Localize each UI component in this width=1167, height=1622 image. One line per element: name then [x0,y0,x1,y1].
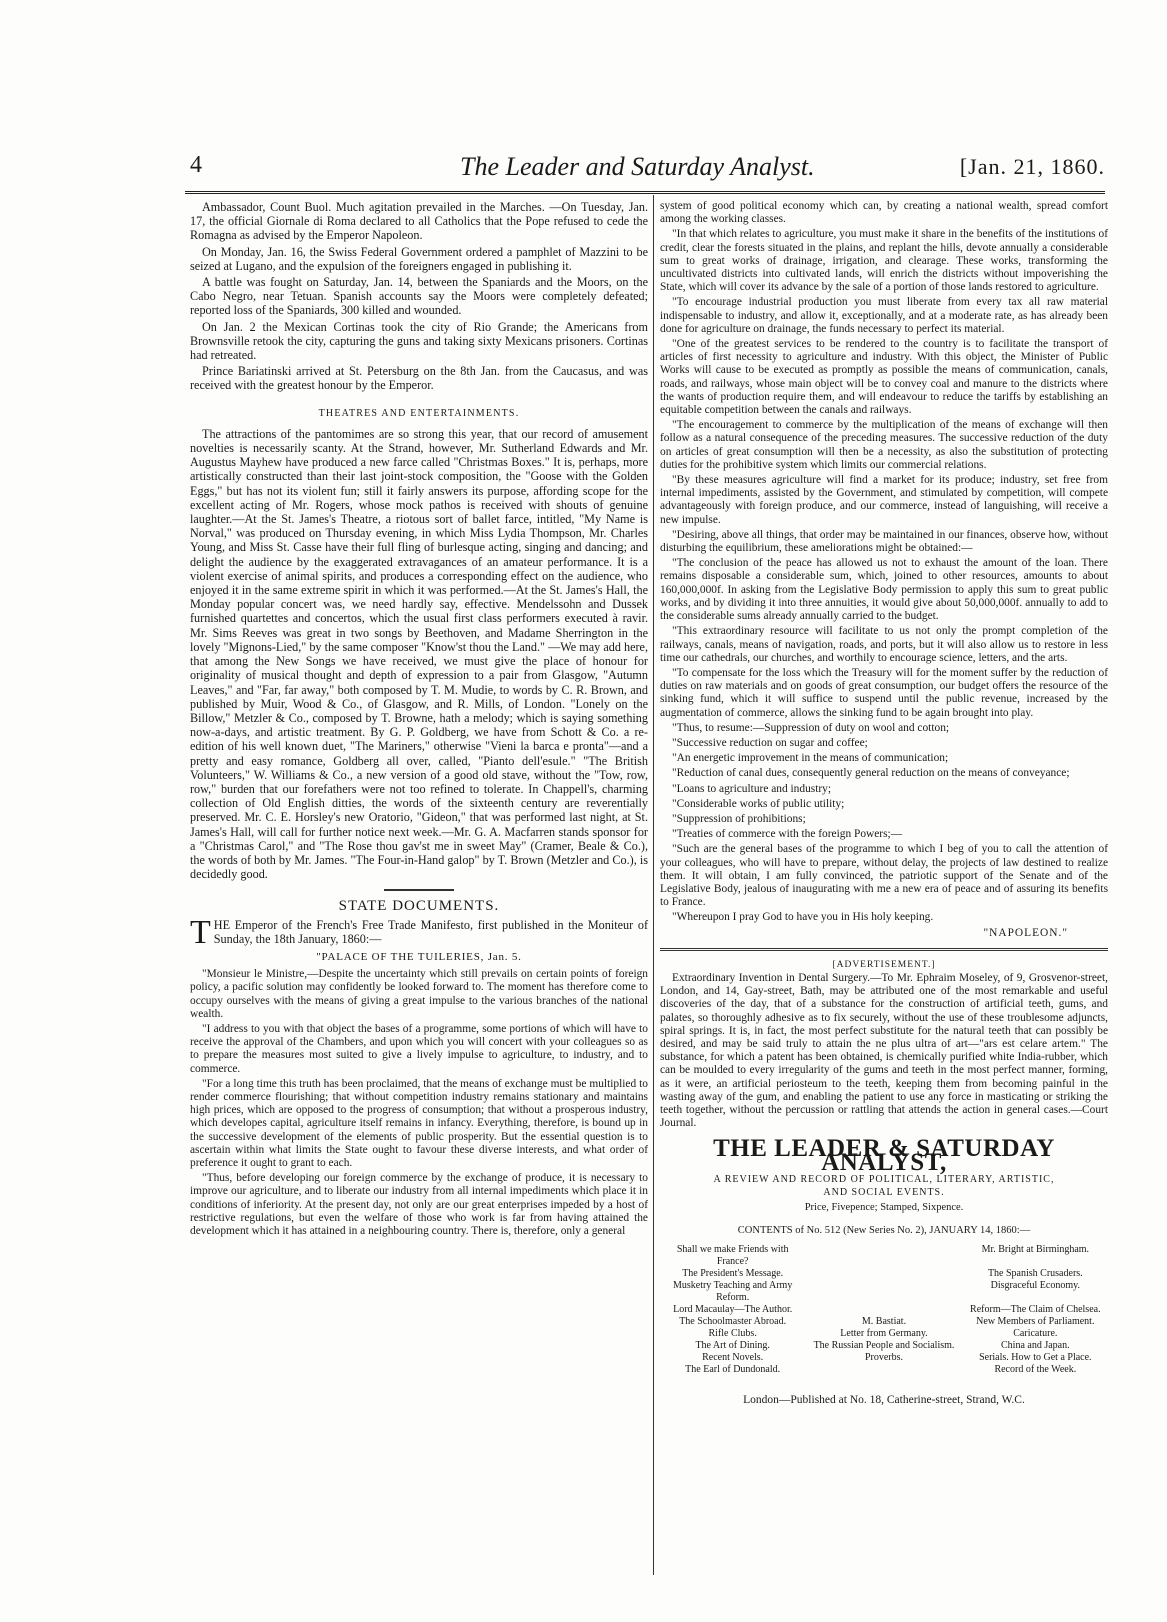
theatres-article: The attractions of the pantomimes are so strong this year, that our record of amusement novelties is necessarily scanty. At the Strand, however, Mr. Sutherland Edwards and Mr. Augustus Mayhew have produced a new farce called "Christmas Boxes." It is, perhaps, more artistically constructed than their last joint-stock composition, the "Goose with the Golden Eggs," but has not its violent fun; still it fairly answers its purpose, affording scope for the excellent acting of Mr. Rogers, whose mock pathos is received with shouts of genuine laughter.—At the St. James's Theatre, a riotous sort of ballet farce, intitled, "My Name is Norval," was produced on Thursday evening, in which Miss Lydia Thompson, Mr. Charles Young, and Miss St. Casse have their full fling of burlesque acting, singing and dancing; and delight the audience by the exaggerated extravagances of an amateur performance. It is a violent exercise of animal spirits, and produces a corresponding effect on the audience, who enjoyed it in the same extreme spirit in which it was performed.—At the St. James's Hall, the Monday popular concert was, we need hardly say, effective. Mendelssohn and Dussek furnished quartettes and concertos, which the usual first class performers executed à ravir. Mr. Sims Reeves was great in two songs by Beethoven, and Madame Sherrington in the lovely "Mignons-Lied," by the same composer "Know'st thou the Land." —We may add here, that among the New Songs we have received, we must give the place of honour for originality of musical thought and depth of expression to a pair from Glasgow, "Autumn Leaves," and "Far, far away," both composed by T. M. Mudie, to words by C. R. Brown, and published by Muir, Wood & Co., of Glasgow, and R. Mills, of London. "Lonely on the Billow," Metzler & Co., composed by T. Browne, hath a melody; which is saying something now-a-days, and artistic treatment. By G. P. Goldberg, we have from Schott & Co. a re-edition of his well known duet, "The Mariners," otherwise "Vieni la barca e pronta"—and a pretty and easy romance, Goldberg all over, called, "Pianto dell'esule." "The British Volunteers," W. Williams & Co., a new version of a good old stave, without the "Tow, row, row," burden that our forefathers were not too refined to tolerate. In Chappell's, charming collection of Old English ditties, the words of the sixteenth century are reverentially preserved. Mr. C. E. Horsley's new Oratorio, "Gideon," that was performed last night, at St. James's Hall, will call for further notice next week.—Mr. G. A. Macfarren stands sponsor for a "Christmas Carol," and "The Rose thou gav'st me in sweet May" (Cramer, Beale & Co.), the words of both by Mr. James. "The Four-in-Hand galop" by T. Brown (Metzler and Co.), is decidedly good. [190,426,648,882]
letter-paragraph: "For a long time this truth has been proclaimed, that the means of exchange must be multiplied to render commerce flourishing; that without competition industry remains stationary and maintains high prices, which are opposed to the progress of consumption; that without a prosperous industry, which developes capital, agriculture itself remains in infancy. Everything, therefore, is bound up in the successive development of the elements of public prosperity. But the essential question is to ascertain within what limits the State ought to favour these diverse interests, and what order of preference it ought to grant to each. [190,1077,648,1169]
contents-entry [811,1268,956,1280]
summary-item: "Considerable works of public utility; [672,797,845,810]
contents-entry [811,1280,956,1304]
letter-paragraph: "To compensate for the loss which the Treasury will for the moment suffer by the reduction of duties on raw materials and on goods of great consumption, our budget offers the resource of the sinking fund, which it will suffice to suspend until the public revenue, increased by the augmentation of commerce, allows the sinking fund to be again brought into play. [660,666,1108,719]
contents-entry: Disgraceful Economy. [990,1279,1080,1291]
contents-entry: Reform—The Claim of Chelsea. [970,1303,1101,1315]
running-title: The Leader and Saturday Analyst. [460,152,815,181]
palace-heading: "PALACE OF THE TUILERIES, Jan. 5. [316,950,522,963]
letter-paragraph: "Such are the general bases of the programme to which I beg of you to call the attention of your colleagues, who will have to prepare, without delay, the projects of law destined to realize them. It will obtain, I am fully convinced, the patriotic support of the Senate and of the Legislative Body, jealous of inaugurating with me a new era of peace and of assuring its benefits to France. [660,843,1108,909]
news-paragraph: Ambassador, Count Buol. Much agitation prevailed in the Marches. —On Tuesday, Jan. 17, the official Giornale di Roma declared to all Catholics that the Pope refused to cede the Romagna as advised by the Emperor Napoleon. [190,200,648,243]
contents-entry: The Schoolmaster Abroad. [679,1315,787,1327]
state-documents-heading: STATE DOCUMENTS. [338,898,500,915]
summary-item: "Loans to agriculture and industry; [672,782,832,795]
contents-entry: The Spanish Crusaders. [987,1267,1083,1279]
contents-heading: CONTENTS of No. 512 (New Series No. 2), JANUARY 14, 1860:— [737,1225,1031,1237]
section-rule [384,889,454,891]
page-number: 4 [190,152,202,178]
contents-entry: Mr. Bright at Birmingham. [981,1243,1090,1255]
letter-paragraph: "This extraordinary resource will facilitate to us not only the prompt completion of the railways, canals, means of navigation, roads, and ports, but it will also allow us to restore in less time our cathedrals, our churches, and worthily to encourage science, letters, and the arts. [660,625,1108,664]
contents-entry: Record of the Week. [994,1363,1077,1375]
contents-entry: M. Bastiat. [861,1315,907,1327]
contents-entry: The Russian People and Socialism. [813,1339,955,1351]
letter-paragraph: "I address to you with that object the bases of a programme, some portions of which will have to receive the approval of the Chambers, and upon which you will concert with your colleagues so as to prepare the measures most suited to give a lively impulse to agriculture, to industry, and to commerce. [190,1022,648,1075]
news-paragraph: On Monday, Jan. 16, the Swiss Federal Government ordered a pamphlet of Mazzini to be seized at Lugano, and the expulsion of the foreigners engaged in publishing it. [190,244,648,273]
summary-item: "Treaties of commerce with the foreign Powers;— [672,828,903,841]
contents-entry: The President's Message. [682,1267,784,1279]
right-column [660,200,1108,1409]
letter-paragraph: "The encouragement to commerce by the multiplication of the means of exchange will then follow as a natural consequence of the preceding measures. The successive reduction of the duty on articles of great consumption will then be a necessity, as also the substitution of protecting duties for the prohibitive system which limits our commercial relations. [660,419,1108,471]
contents-list [660,1244,1108,1376]
contents-entry: The Art of Dining. [695,1339,770,1351]
masthead-subtitle: AND SOCIAL EVENTS. [823,1187,945,1199]
masthead: THE LEADER & SATURDAY ANALYST, [713,1135,1055,1176]
state-intro-text: HE Emperor of the French's Free Trade Manifesto, first published in the Moniteur of Sunday, the 18th January, 1860:— [213,917,648,946]
summary-item: "Thus, to resume:—Suppression of duty on wool and cotton; [672,721,950,734]
letter-paragraph: "Desiring, above all things, that order may be maintained in our finances, observe how, without disturbing the equilibrium, these ameliorations might be obtained:— [660,528,1108,555]
contents-entry: The Earl of Dundonald. [685,1363,781,1375]
letter-paragraph: system of good political economy which can, by creating a national wealth, spread comfort among the working classes. [660,200,1108,226]
theatres-heading: THEATRES AND ENTERTAINMENTS. [318,407,520,419]
column-divider [653,195,654,1575]
contents-entry: Proverbs. [864,1351,904,1363]
advertisement-label: [ADVERTISEMENT.] [832,959,936,970]
left-column [190,200,648,1240]
imprint: London—Published at No. 18, Catherine-street, Strand, W.C. [743,1393,1025,1406]
news-paragraph: A battle was fought on Saturday, Jan. 14, between the Spaniards and the Moors, on the Cabo Negro, near Tetuan. Spanish accounts say the Moors were completely defeated; reported loss of the Spaniards, 300 killed and wounded. [190,275,648,318]
signature: "NAPOLEON." [983,926,1068,939]
letter-paragraph: "The conclusion of the peace has allowed us not to exhaust the amount of the loan. There remains disposable a considerable sum, which, joined to other resources, amounts to about 160,000,000f. In asking from the Legislative Body permission to apply this sum to great public works, and by dividing it into three annuities, it would give about 50,000,000f. annually to add to the considerable sums already annually carried to the budget. [660,557,1108,623]
contents-entry [811,1244,956,1268]
letter-paragraph: "Whereupon I pray God to have you in His holy keeping. [672,911,934,924]
contents-entry: Shall we make Friends with France? [676,1243,789,1267]
summary-item: "Suppression of prohibitions; [672,812,806,825]
contents-entry: Lord Macaulay—The Author. [673,1303,793,1315]
page-header [170,152,1105,188]
contents-entry: Serials. How to Get a Place. [979,1351,1092,1363]
contents-entry: Musketry Teaching and Army Reform. [672,1279,793,1303]
letter-paragraph: "By these measures agriculture will find a market for its produce; industry, set free from internal impediments, assisted by the Government, and stimulated by competition, will compete advantageously with foreign produce, and our commerce, instead of languishing, will receive a new impulse. [660,474,1108,526]
contents-entry [811,1304,956,1316]
news-paragraph: Prince Bariatinski arrived at St. Petersburg on the 8th Jan. from the Caucasus, and was received with the greatest honour by the Emperor. [190,364,648,393]
contents-entry: New Members of Parliament. [976,1315,1095,1327]
contents-entry: Rifle Clubs. [708,1327,757,1339]
news-paragraph: On Jan. 2 the Mexican Cortinas took the city of Rio Grande; the Americans from Brownsville retook the city, capturing the guns and taking sixty Mexicans prisoners. Cortinas had retreated. [190,319,648,363]
header-rule [185,191,1105,194]
summary-item: "An energetic improvement in the means of communication; [672,752,949,765]
advertisement-text: Extraordinary Invention in Dental Surgery.—To Mr. Ephraim Moseley, of 9, Grosvenor-street, London, and 14, Gay-street, Bath, may be attributed one of the most remarkable and useful discoveries of the day, that of a substance for the construction of artificial teeth, gums, and palates, so thoroughly adhesive as to fix securely, without the use of these troublesome adjuncts, spiral springs. It is, in fact, the most perfect substitute for the natural teeth that can possibly be desired, and may be said truly to attain the ne plus ultra of art—"ars est celare artem." The substance, for which a patent has been obtained, is chemically purified white India-rubber, which can be moulded to every irregularity of the gums and teeth in the most perfect manner, forming, as it were, an artificial periosteum to the teeth, keeping them from becoming painful in the wasting away of the gum, and enabling the patient to use any force in masticating or striking the teeth together, without the percussion or rattling that attends the action in general cases.—Court Journal. [660,971,1108,1130]
price-line: Price, Fivepence; Stamped, Sixpence. [804,1202,964,1214]
letter-paragraph: "Thus, before developing our foreign commerce by the exchange of produce, it is necessary to improve our agriculture, and to liberate our industry from all internal impediments which place it in conditions of inferiority. At the present day, not only are our great enterprises impeded by a host of restrictive regulations, but even the welfare of those who work is far from having attained the development which it has attained in a neighbouring country. There is, therefore, only a general [190,1172,648,1238]
contents-entry [811,1364,956,1376]
summary-item: "Successive reduction on sugar and coffee; [672,736,868,749]
letter-paragraph: "To encourage industrial production you must liberate from every tax all raw material indispensable to industry, and allow it, exceptionally, and at a moderate rate, as has already been done for agriculture on drainage, the funds necessary to perfect its material. [660,296,1108,335]
contents-entry: Recent Novels. [702,1351,764,1363]
drop-cap: T [190,913,211,951]
summary-item: "Reduction of canal dues, consequently general reduction on the means of conveyance; [672,767,1070,780]
contents-entry: China and Japan. [1001,1339,1070,1351]
letter-paragraph: "Monsieur le Ministre,—Despite the uncertainty which still prevails on certain points of foreign policy, a pacific solution may confidently be looked forward to. The moment has therefore come to occupy ourselves with the means of giving a great impulse to the various branches of the national wealth. [190,968,648,1020]
masthead-subtitle: A REVIEW AND RECORD OF POLITICAL, LITERARY, ARTISTIC, [713,1173,1055,1185]
contents-entry: Letter from Germany. [840,1327,928,1339]
issue-date: [Jan. 21, 1860. [959,154,1105,179]
state-intro [190,913,648,951]
letter-paragraph: "In that which relates to agriculture, you must make it share in the benefits of the institutions of credit, clear the forests situated in the plains, and replant the hills, devote annually a considerable sum to great works of drainage, irrigation, and clearage. These works, transforming the uncultivated districts into cultivated lands, will enrich the districts without impoverishing the State, which will cover its advance by the sale of a portion of those lands restored to agriculture. [660,228,1108,294]
contents-entry: Caricature. [1013,1327,1058,1339]
section-rule [660,948,1108,951]
letter-paragraph: "One of the greatest services to be rendered to the country is to facilitate the transport of articles of first necessity to agriculture and industry. With this object, the Minister of Public Works will cause to be executed as promptly as possible the means of communication, canals, roads, and railways, whose main object will be to convey coal and manure to the districts where the wants of production require them, and will endeavour to reduce the tariffs by establishing an equitable competition between the canals and railways. [660,338,1108,417]
